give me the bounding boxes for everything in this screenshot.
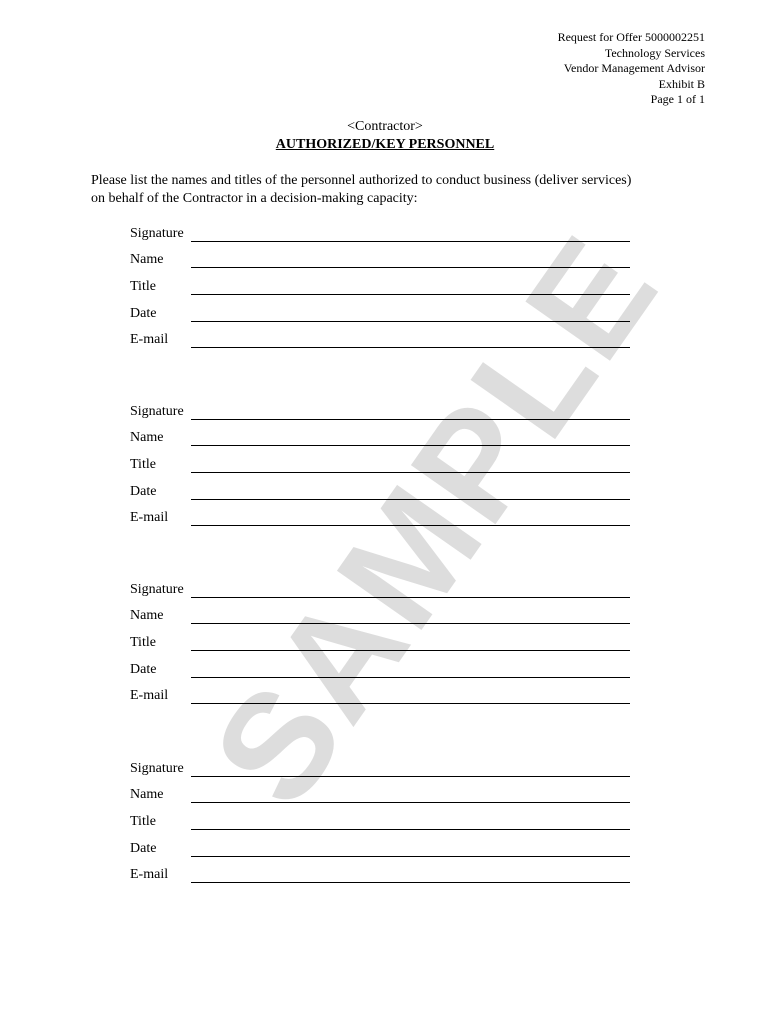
signature-label: Signature (130, 760, 184, 776)
signature-label: Signature (130, 225, 184, 241)
date-field[interactable] (130, 830, 630, 857)
contractor-placeholder: <Contractor> (347, 119, 423, 134)
signature-label: Signature (130, 403, 184, 419)
title-field[interactable] (130, 803, 630, 830)
signature-field[interactable] (130, 393, 630, 420)
email-field[interactable] (130, 322, 630, 349)
personnel-block-4 (130, 750, 630, 883)
header-page-number: Page 1 of 1 (650, 92, 705, 106)
personnel-block-1 (130, 215, 630, 348)
email-label: E-mail (130, 510, 169, 526)
email-line[interactable] (191, 882, 630, 883)
name-label: Name (130, 608, 164, 624)
title-label: Title (130, 635, 156, 651)
signature-label: Signature (130, 581, 184, 597)
header-exhibit: Exhibit B (658, 76, 705, 91)
signature-field[interactable] (130, 571, 630, 598)
page-title: AUTHORIZED/KEY PERSONNEL (275, 137, 495, 152)
sample-watermark: SAMPLE (180, 205, 691, 834)
title-field[interactable] (130, 446, 630, 473)
email-line[interactable] (191, 703, 630, 704)
name-field[interactable] (130, 777, 630, 804)
date-label: Date (130, 483, 157, 499)
email-line[interactable] (191, 347, 630, 348)
email-label: E-mail (130, 688, 169, 704)
title-label: Title (130, 457, 156, 473)
name-label: Name (130, 252, 164, 268)
instructions-line-1: Please list the names and titles of the personnel authorized to conduct business (deliver services) (91, 173, 632, 188)
name-field[interactable] (130, 420, 630, 447)
date-field[interactable] (130, 473, 630, 500)
email-field[interactable] (130, 857, 630, 884)
header-role: Vendor Management Advisor (563, 61, 705, 75)
date-label: Date (130, 305, 157, 321)
email-field[interactable] (130, 678, 630, 705)
instructions-line-2: on behalf of the Contractor in a decision-making capacity: (91, 191, 418, 206)
document-title (0, 118, 770, 154)
signature-field[interactable] (130, 215, 630, 242)
name-label: Name (130, 430, 164, 446)
header-rfo-number: Request for Offer 5000002251 (557, 30, 705, 44)
title-label: Title (130, 279, 156, 295)
date-label: Date (130, 661, 157, 677)
date-field[interactable] (130, 651, 630, 678)
title-field[interactable] (130, 268, 630, 295)
personnel-block-2 (130, 393, 630, 526)
signature-field[interactable] (130, 750, 630, 777)
document-header (558, 30, 705, 108)
title-label: Title (130, 814, 156, 830)
personnel-block-3 (130, 571, 630, 704)
date-field[interactable] (130, 295, 630, 322)
instructions-paragraph (91, 172, 711, 208)
date-label: Date (130, 840, 157, 856)
email-label: E-mail (130, 332, 169, 348)
email-label: E-mail (130, 867, 169, 883)
name-field[interactable] (130, 242, 630, 269)
header-service-category: Technology Services (604, 45, 705, 60)
title-field[interactable] (130, 624, 630, 651)
name-label: Name (130, 787, 164, 803)
email-field[interactable] (130, 500, 630, 527)
email-line[interactable] (191, 525, 630, 526)
name-field[interactable] (130, 598, 630, 625)
